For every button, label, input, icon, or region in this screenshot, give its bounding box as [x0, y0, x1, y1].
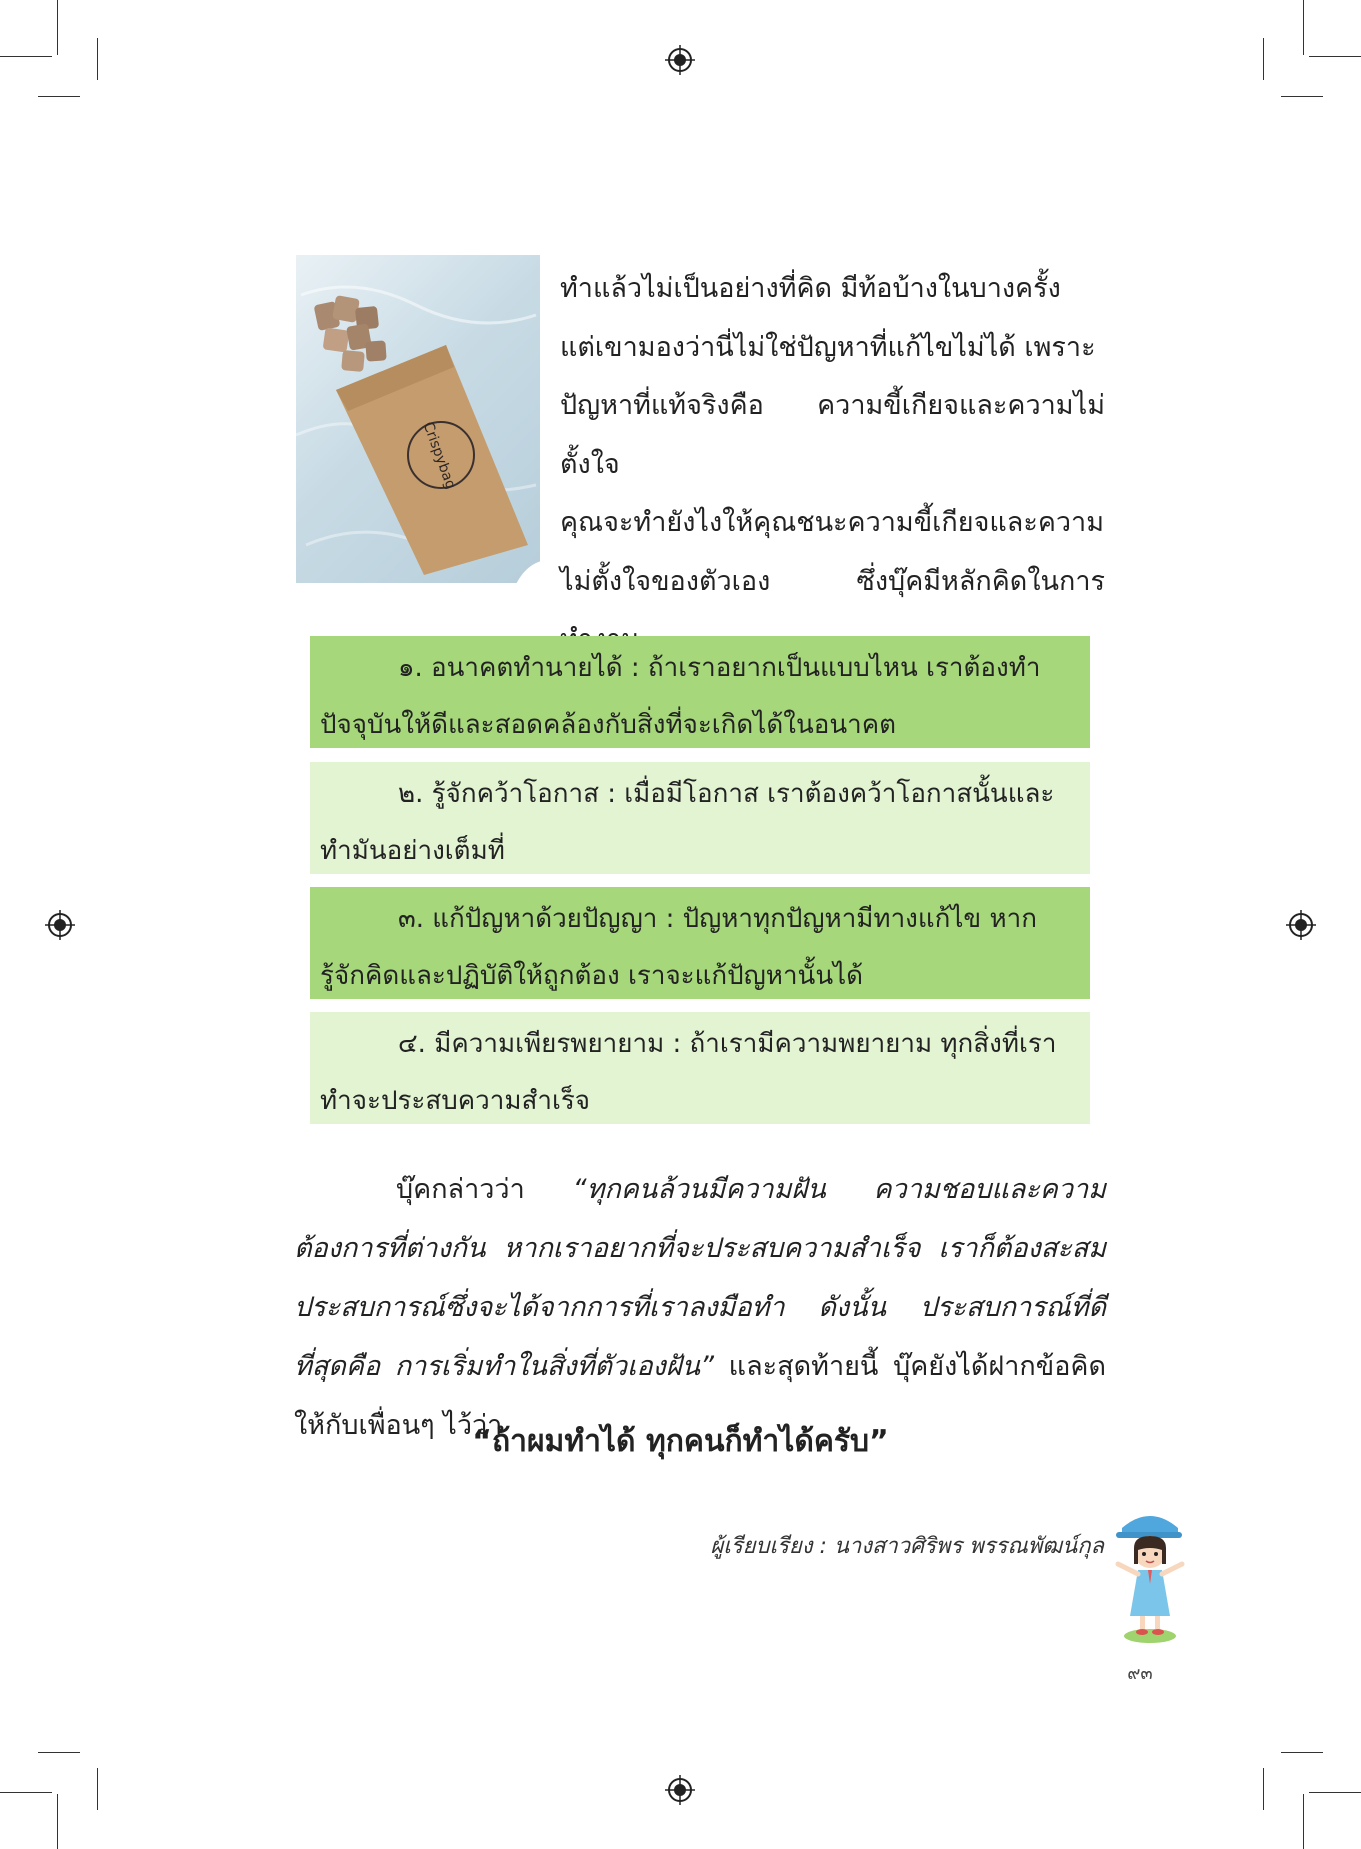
principle-box-4 [310, 1012, 1090, 1124]
paragraph-lead: บุ๊คกล่าวว่า [396, 1174, 573, 1205]
intro-line: ปัญหาที่แท้จริงคือ ความขี้เกียจและความไม่ตั้งใจ [560, 390, 1105, 480]
principle-line: ปัจจุบันให้ดีและสอดคล้องกับสิ่งที่จะเกิดได้ในอนาคต [320, 710, 896, 740]
principle-line: ๑. อนาคตทำนายได้ : ถ้าเราอยากเป็นแบบไหน เราต้องทำ [398, 653, 1041, 683]
intro-line: ทำแล้วไม่เป็นอย่างที่คิด มีท้อบ้างในบางครั้ง [560, 273, 1061, 304]
registration-mark-top [665, 45, 695, 75]
intro-line: ไม่ตั้งใจของตัวเอง ซึ่งบุ๊คมีหลักคิดในการ [560, 565, 1105, 597]
paragraph-quote: “ทุกคนล้วนมีความฝัน ความชอบและความต้องการที่ต่างกัน หากเราอยากที่จะประสบความสำเร็จ เราก็ต้องสะสมประสบการณ์ซึ่งจะได้จากการที่เราลงมือทำ ดังนั้น ประสบการณ์ที่ดีที่สุดคือ การเริ่มทำในสิ่งที่ตัวเองฝัน” [294, 1174, 1106, 1382]
snack-bag-photo [296, 255, 540, 583]
paragraph-tail: และสุดท้ายนี้ บุ๊คยังได้ฝากข้อคิดให้กับเพื่อนๆ ไว้ว่า [294, 1351, 1107, 1441]
registration-mark-left [45, 910, 75, 940]
bag-logo-text: Crispybag [419, 419, 459, 492]
principle-line: ทำมันอย่างเต็มที่ [320, 836, 505, 866]
slogan: “ถ้าผมทำได้ ทุกคนก็ทำได้ครับ” [472, 1424, 889, 1459]
quote-paragraph [294, 1160, 1106, 1455]
principle-box-3 [310, 887, 1090, 999]
intro-line: แต่เขามองว่านี่ไม่ใช่ปัญหาที่แก้ไขไม่ได้ เพราะ [560, 331, 1096, 363]
principle-line: ๓. แก้ปัญหาด้วยปัญญา : ปัญหาทุกปัญหามีทางแก้ไข หาก [398, 904, 1037, 934]
registration-mark-bottom [665, 1775, 695, 1805]
author-credit: ผู้เรียบเรียง : นางสาวศิริพร พรรณพัฒน์กุล [710, 1534, 1104, 1559]
intro-line: คุณจะทำยังไงให้คุณชนะความขี้เกียจและความ [560, 507, 1105, 538]
registration-mark-right [1286, 910, 1316, 940]
principle-box-2 [310, 762, 1090, 874]
principle-line: ๔. มีความเพียรพยายาม : ถ้าเรามีความพยายาม ทุกสิ่งที่เรา [398, 1029, 1057, 1059]
principle-box-1 [310, 636, 1090, 748]
page-number: ๙๓ [1127, 1663, 1153, 1684]
girl-mascot-illustration [1108, 1508, 1188, 1644]
principle-line: รู้จักคิดและปฏิบัติให้ถูกต้อง เราจะแก้ปัญหานั้นได้ [320, 961, 864, 991]
principle-line: ๒. รู้จักคว้าโอกาส : เมื่อมีโอกาส เราต้องคว้าโอกาสนั้นและ [398, 779, 1055, 809]
principle-line: ทำจะประสบความสำเร็จ [320, 1086, 591, 1116]
